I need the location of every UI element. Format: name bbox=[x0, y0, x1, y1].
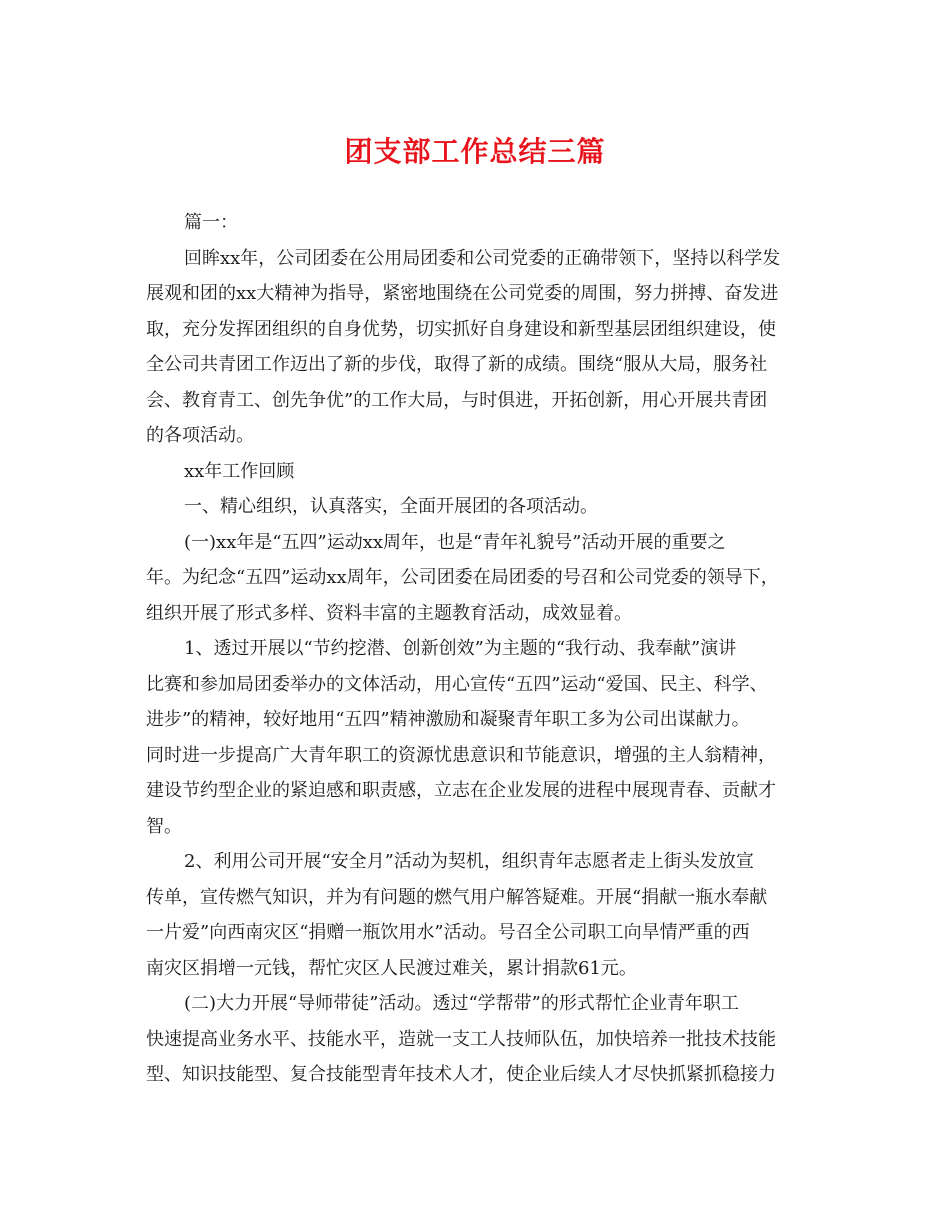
paragraph-line: 全公司共青团工作迈出了新的步伐，取得了新的成绩。围绕“服从大局，服务社 bbox=[146, 354, 768, 375]
paragraph bbox=[146, 205, 814, 241]
paragraph-line: 同时进一步提高广大青年职工的资源忧患意识和节能意识，增强的主人翁精神， bbox=[146, 744, 776, 766]
paragraph-line: 2、利用公司开展“安全月”活动为契机，组织青年志愿者走上街头发放宣 bbox=[184, 851, 754, 872]
paragraph-line: 传单，宣传燃气知识，并为有问题的燃气用户解答疑难。开展“捐献一瓶水奉献 bbox=[146, 886, 768, 908]
document-title: 团支部工作总结三篇 bbox=[344, 135, 606, 168]
paragraph-line: 南灾区捐增一元钱，帮忙灾区人民渡过难关，累计捐款61元。 bbox=[146, 957, 637, 979]
paragraph bbox=[146, 986, 814, 1093]
paragraph-line: 智。 bbox=[146, 815, 182, 837]
paragraph-line: 一、精心组织，认真落实，全面开展团的各项活动。 bbox=[184, 496, 598, 517]
paragraph bbox=[146, 241, 814, 454]
paragraph-line: 一片爱”向西南灾区“捐赠一瓶饮用水”活动。号召全公司职工向旱情严重的西 bbox=[146, 922, 750, 943]
paragraph-line: 比赛和参加局团委举办的文体活动，用心宣传“五四”运动“爱国、民主、科学、 bbox=[146, 673, 768, 695]
paragraph bbox=[146, 631, 814, 844]
paragraph-line: xx年工作回顾 bbox=[184, 460, 295, 482]
document-body bbox=[146, 205, 814, 1093]
paragraph bbox=[146, 454, 814, 490]
paragraph-line: 年。为纪念“五四”运动xx周年，公司团委在局团委的号召和公司党委的领导下， bbox=[146, 567, 779, 588]
paragraph-line: 的各项活动。 bbox=[146, 425, 254, 446]
paragraph-line: 篇一： bbox=[184, 212, 238, 233]
paragraph-line: 组织开展了形式多样、资料丰富的主题教育活动，成效显着。 bbox=[146, 602, 632, 624]
paragraph-line: 快速提高业务水平、技能水平，造就一支工人技师队伍，加快培养一批技术技能 bbox=[146, 1028, 776, 1050]
paragraph-line: 会、教育青工、创先争优”的工作大局，与时俱进，开拓创新，用心开展共青团 bbox=[146, 389, 768, 411]
paragraph-line: 建设节约型企业的紧迫感和职责感，立志在企业发展的进程中展现青春、贡献才 bbox=[146, 780, 776, 801]
paragraph-line: (二)大力开展“导师带徒”活动。透过“学帮带”的形式帮忙企业青年职工 bbox=[184, 993, 739, 1014]
paragraph bbox=[146, 844, 814, 986]
paragraph-line: 回眸xx年，公司团委在公用局团委和公司党委的正确带领下，坚持以科学发 bbox=[184, 247, 781, 269]
paragraph bbox=[146, 525, 814, 632]
paragraph bbox=[146, 489, 814, 525]
paragraph-line: 展观和团的xx大精神为指导，紧密地围绕在公司党委的周围，努力拼搏、奋发进 bbox=[146, 283, 779, 304]
paragraph-line: (一)xx年是“五四”运动xx周年，也是“青年礼貌号”活动开展的重要之 bbox=[184, 531, 726, 553]
paragraph-line: 1、透过开展以“节约挖潜、创新创效”为主题的“我行动、我奉献”演讲 bbox=[184, 638, 737, 659]
paragraph-line: 型、知识技能型、复合技能型青年技术人才，使企业后续人才尽快抓紧抓稳接力 bbox=[146, 1064, 776, 1085]
paragraph-line: 取，充分发挥团组织的自身优势，切实抓好自身建设和新型基层团组织建设，使 bbox=[146, 318, 776, 340]
paragraph-line: 进步”的精神，较好地用“五四”精神激励和凝聚青年职工多为公司出谋献力。 bbox=[146, 709, 750, 730]
